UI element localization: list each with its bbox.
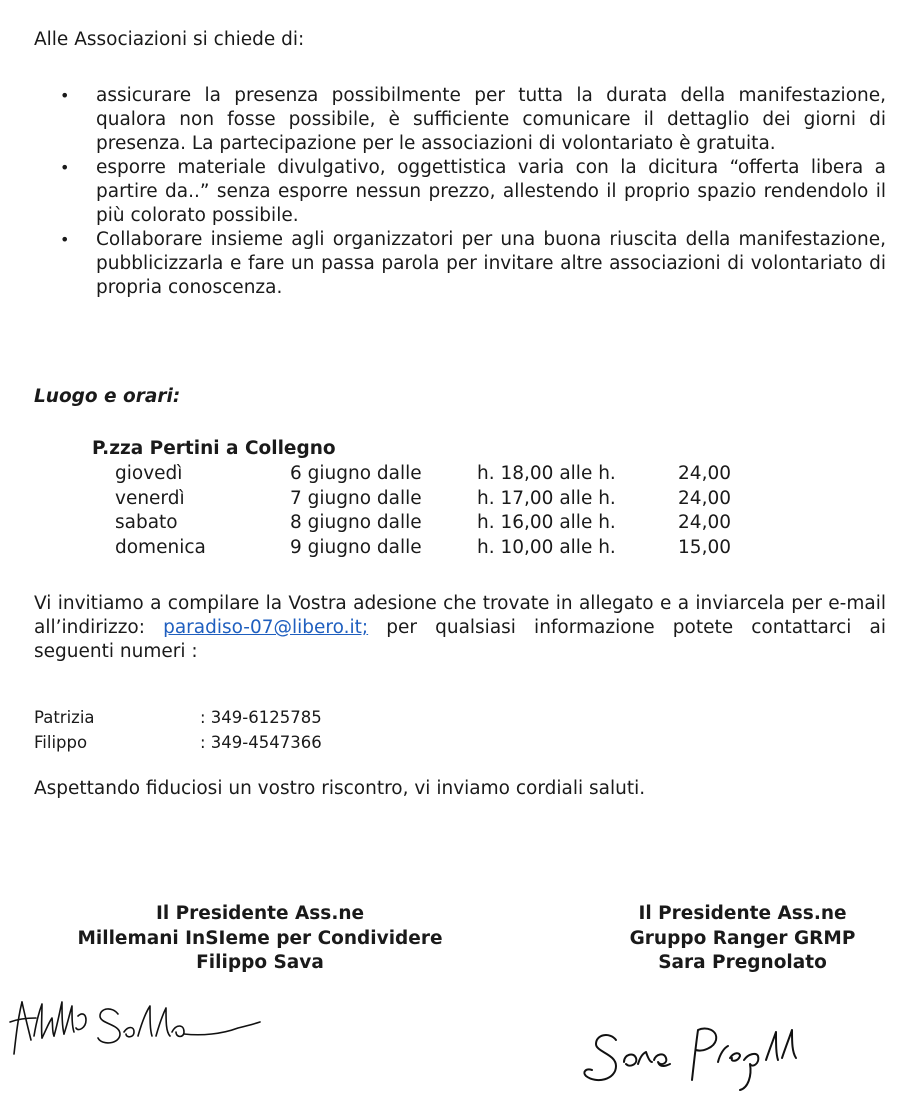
email-link[interactable]: paradiso-07@libero.it; [163,617,369,638]
schedule-from: h. 10,00 alle h. [477,536,616,558]
invite-text-before: Vi invitiamo a compilare la Vostra adesione che trovate in allegato e a inviarcela per e-mail all’indirizzo: [34,593,886,638]
closing-text: Aspettando fiduciosi un vostro riscontro, vi inviamo cordiali saluti. [34,778,646,799]
table-row [110,511,731,536]
schedule-to: 24,00 [678,487,731,509]
table-row [110,462,731,487]
requirements-list [34,84,886,300]
signer-name: Sara Pregnolato [658,952,827,973]
location-heading: Luogo e orari: [34,386,181,407]
table-row [110,487,731,512]
signature-block-left [34,902,486,976]
list-item: • assicurare la presenza possibilmente per tutta la durata della manifestazione, qualora non fosse possibile, è sufficiente comunicare il dettaglio dei giorni di presenza. La partecipazione per le associazioni di volontariato è gratuita. [34,84,886,156]
signer-organization: Gruppo Ranger GRMP [629,927,856,949]
schedule-day: sabato [115,512,178,534]
schedule-table [110,462,731,560]
schedule-day: venerdì [115,487,185,509]
schedule-from: h. 16,00 alle h. [477,512,616,534]
schedule-to: 15,00 [678,536,731,558]
schedule-date: 7 giugno dalle [290,487,422,509]
schedule-to: 24,00 [678,463,731,485]
schedule-date: 9 giugno dalle [290,536,422,558]
intro-text: Alle Associazioni si chiede di: [34,29,305,50]
handwritten-signature-left [6,992,268,1072]
contacts-table [34,705,322,755]
table-row [110,536,731,561]
signer-role: Il Presidente Ass.ne [155,903,365,924]
contact-phone: : 349-4547366 [200,732,322,752]
signer-role: Il Presidente Ass.ne [638,903,847,924]
venue-name: P.zza Pertini a Collegno [92,438,336,459]
table-row [34,705,322,730]
schedule-to: 24,00 [678,512,731,534]
signature-block-right [600,902,885,976]
contact-name: Filippo [34,732,88,752]
signer-name: Filippo Sava [196,952,324,973]
schedule-from: h. 18,00 alle h. [477,463,616,485]
schedule-day: domenica [115,536,206,558]
schedule-from: h. 17,00 alle h. [477,487,616,509]
contact-name: Patrizia [34,707,95,727]
schedule-date: 6 giugno dalle [290,463,422,485]
invite-paragraph [34,592,886,664]
table-row [34,730,322,755]
schedule-day: giovedì [115,463,183,485]
handwritten-signature-right [580,1018,830,1098]
list-item: • esporre materiale divulgativo, oggettistica varia con la dicitura “offerta libera a partire da..” senza esporre nessun prezzo, allestendo il proprio spazio rendendolo il più colorato possibile. [34,156,886,228]
list-item: • Collaborare insieme agli organizzatori per una buona riuscita della manifestazione, pubblicizzarla e fare un passa parola per invitare altre associazioni di volontariato di propria conoscenza. [34,228,886,300]
contact-phone: : 349-6125785 [200,707,322,727]
invite-text-after: per qualsiasi informazione potete contattarci ai seguenti numeri : [34,617,886,662]
schedule-date: 8 giugno dalle [290,512,422,534]
signer-organization: Millemani InSIeme per Condividere [77,927,443,949]
